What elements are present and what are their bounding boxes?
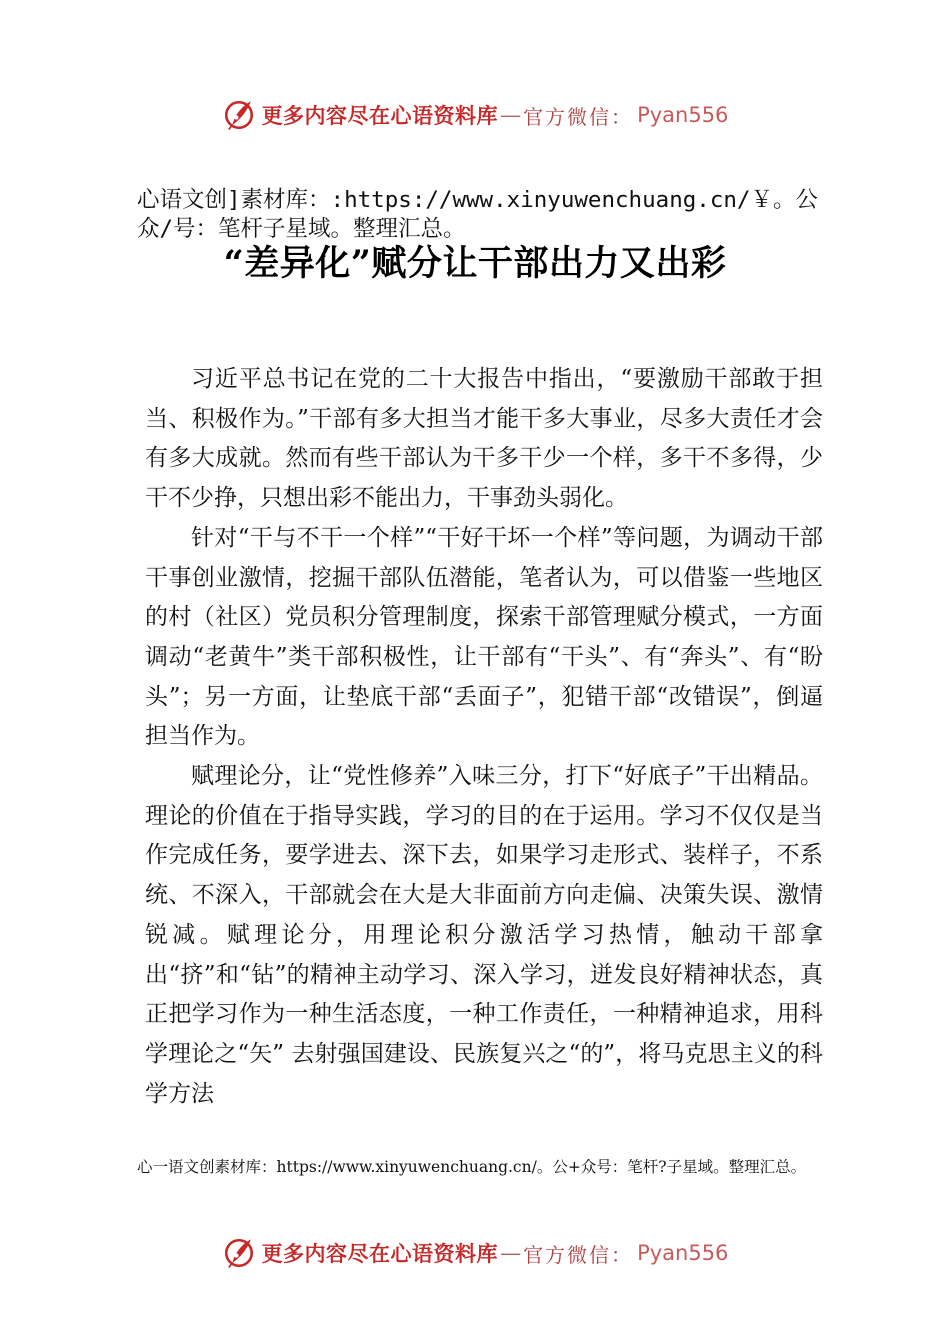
watermark-main-text: 更多内容尽在心语资料库 (261, 1241, 499, 1266)
paragraph-1: 习近平总书记在党的二十大报告中指出，“要激励干部敢于担当、积极作为。”干部有多大担当才能干多大事业，尽多大责任才会有多大成就。然而有些干部认为干多干少一个样，多干不多得，少干不少挣，只想出彩不能出力，干事劲头弱化。 (145, 366, 823, 512)
bottom-watermark-banner (0, 1233, 950, 1273)
top-watermark-banner (0, 95, 950, 135)
footer-source-note: 心一语文创素材库：https://www.xinyuwenchuang.cn/。公+众号：笔杆?子星域。整理汇总。 (137, 1158, 807, 1176)
article-body (145, 360, 823, 1114)
article-title: “差异化”赋分让干部出力又出彩 (223, 243, 727, 284)
paragraph-2: 针对“干与不干一个样”“干好干坏一个样”等问题，为调动干部干事创业激情，挖掘干部队伍潜能，笔者认为，可以借鉴一些地区的村（社区）党员积分管理制度，探索干部管理赋分模式，一方面调动“老黄牛”类干部积极性，让干部有“干头”、有“奔头”、有“盼头”；另一方面，让垫底干部“丢面子”，犯错干部“改错误”，倒逼担当作为。 (145, 524, 823, 750)
watermark-wechat-label: 官方微信： (523, 104, 634, 129)
watermark-separator: — (500, 103, 522, 127)
watermark-separator: — (500, 1241, 522, 1265)
watermark-main-text: 更多内容尽在心语资料库 (261, 103, 499, 128)
paragraph-3: 赋理论分，让“党性修养”入味三分，打下“好底子”干出精品。理论的价值在于指导实践，学习的目的在于运用。学习不仅仅是当作完成任务，要学进去、深下去，如果学习走形式、装样子，不系统、不深入，干部就会在大是大非面前方向走偏、决策失误、激情锐减。赋理论分，用理论积分激活学习热情，触动干部拿出“挤”和“钻”的精神主动学习、深入学习，迸发良好精神状态，真正把学习作为一种生活态度，一种工作责任，一种精神追求，用科学理论之“矢” 去射强国建设、民族复兴之“的”，将马克思主义的科学方法 (145, 763, 823, 1107)
watermark-wechat-id: Pyan556 (637, 103, 729, 127)
watermark-wechat-label: 官方微信： (523, 1242, 634, 1267)
quill-pen-logo-icon (222, 1236, 256, 1270)
quill-pen-logo-icon (222, 98, 256, 132)
header-source-note: 心语文创]素材库：:https://www.xinyuwenchuang.cn/￥。公众/号：笔杆子星域。整理汇总。 (137, 187, 818, 242)
watermark-wechat-id: Pyan556 (637, 1241, 729, 1265)
